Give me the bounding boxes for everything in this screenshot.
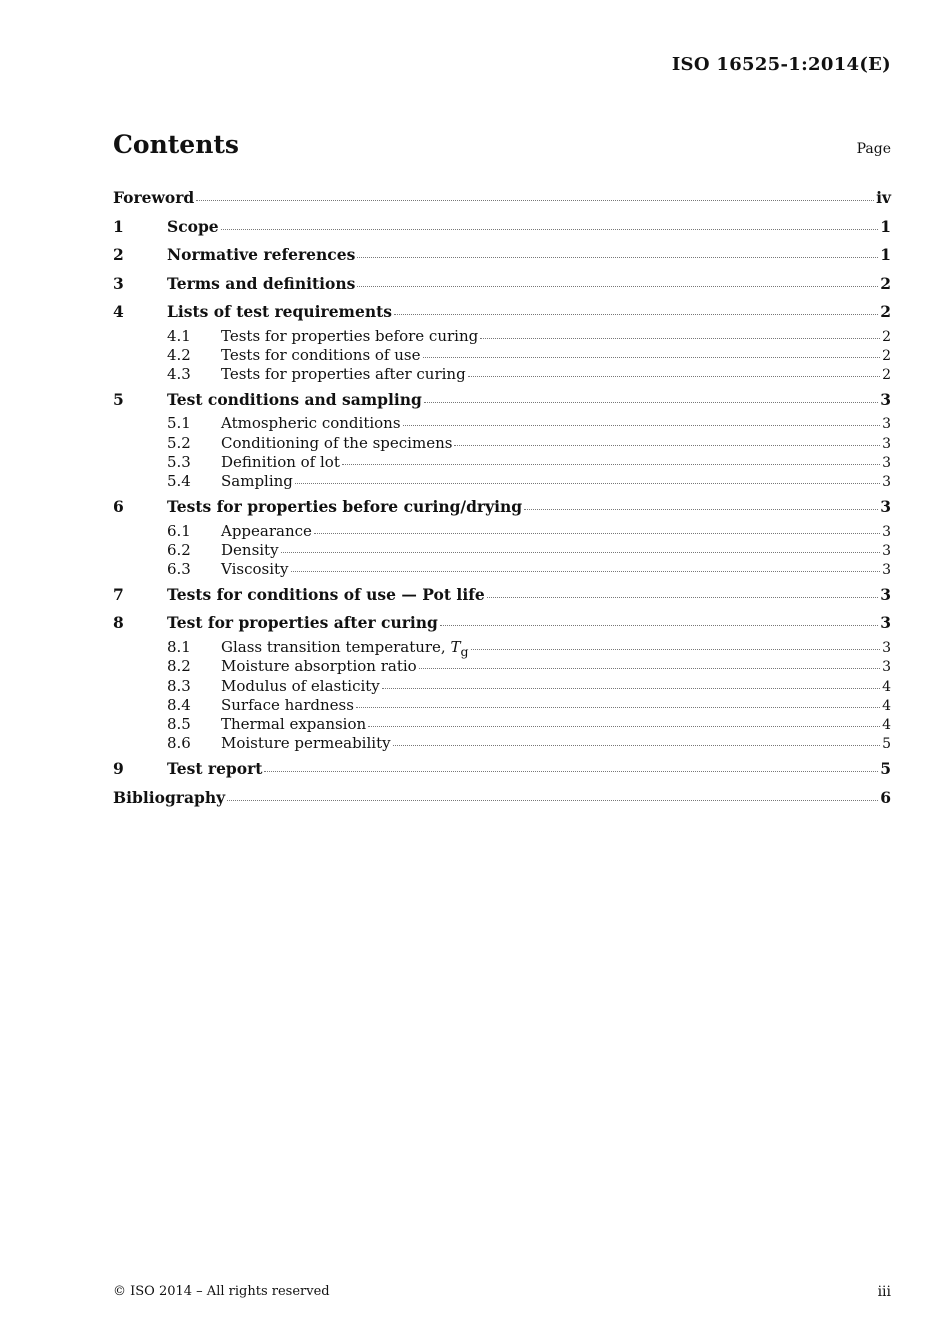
toc-entry-3[interactable] (113, 270, 891, 299)
toc-entry-4-3[interactable] (113, 365, 891, 384)
toc-entry-4[interactable] (113, 298, 891, 327)
toc-title: Conditioning of the specimens (221, 433, 453, 452)
toc-number: 8.4 (167, 695, 191, 714)
toc-number: 8 (113, 613, 124, 633)
toc-entry-8[interactable] (113, 609, 891, 638)
toc-title: Lists of test requirements (167, 302, 392, 321)
document-id: ISO 16525-1:2014(E) (671, 54, 891, 75)
leader-dots (403, 424, 881, 426)
toc-page: 3 (882, 454, 891, 471)
leader-dots (468, 375, 880, 377)
leader-dots (357, 256, 878, 258)
toc-number: 9 (113, 759, 124, 779)
toc-title: Appearance (221, 521, 312, 540)
toc-page: 3 (882, 639, 891, 656)
toc-page: 3 (880, 613, 891, 633)
leader-dots (291, 570, 881, 572)
toc-entry-8-3[interactable] (113, 677, 891, 696)
toc-page: 2 (882, 347, 891, 364)
toc-page: 3 (882, 474, 891, 491)
toc-number: 4.2 (167, 345, 191, 364)
leader-dots (423, 356, 881, 358)
toc-entry-8-5[interactable] (113, 715, 891, 734)
toc-entry-1[interactable] (113, 213, 891, 242)
toc-entry-6-1[interactable] (113, 522, 891, 541)
toc-entry-5-2[interactable] (113, 434, 891, 453)
toc-entry-5-1[interactable] (113, 414, 891, 433)
toc-page: 3 (882, 562, 891, 579)
toc-entry-6-2[interactable] (113, 541, 891, 560)
toc-number: 5.4 (167, 472, 191, 491)
contents-title: Contents (113, 130, 240, 159)
toc-page: 5 (880, 759, 891, 779)
toc-entry-2[interactable] (113, 241, 891, 270)
toc-entry-6-3[interactable] (113, 560, 891, 579)
leader-dots (440, 624, 878, 626)
toc-title: Foreword (113, 188, 195, 207)
toc-title: Definition of lot (221, 452, 340, 471)
toc-title: Tests for properties before curing (221, 326, 479, 345)
page-column-label: Page (856, 141, 891, 157)
toc-entry-5[interactable] (113, 386, 891, 415)
leader-dots (487, 596, 878, 598)
toc-number: 5 (113, 389, 124, 409)
toc-page: 3 (882, 435, 891, 452)
toc-number: 3 (113, 273, 124, 293)
leader-dots (221, 228, 879, 230)
leader-dots (295, 482, 880, 484)
leader-dots (424, 401, 878, 403)
leader-dots (264, 770, 878, 772)
toc-title: Bibliography (113, 787, 226, 807)
toc-number: 1 (113, 216, 124, 236)
toc-entry-5-4[interactable] (113, 472, 891, 491)
toc-title: Sampling (221, 472, 293, 491)
leader-dots (524, 508, 878, 510)
toc-number: 6.3 (167, 560, 191, 579)
leader-dots (454, 444, 880, 446)
copyright-notice: © ISO 2014 – All rights reserved (113, 1284, 330, 1299)
toc-page: 4 (882, 678, 891, 695)
leader-dots (227, 799, 878, 801)
page-footer (113, 1284, 891, 1300)
contents-header (113, 130, 891, 159)
leader-dots (382, 687, 880, 689)
toc-title-text: Glass transition temperature, (221, 637, 451, 656)
leader-dots (419, 667, 880, 669)
toc-number: 8.1 (167, 637, 191, 656)
toc-title: Terms and definitions (167, 273, 356, 293)
toc-entry-4-1[interactable] (113, 327, 891, 346)
toc-number: 8.6 (167, 734, 191, 753)
toc-page: 2 (882, 367, 891, 384)
leader-dots (393, 744, 881, 746)
toc-entry-foreword[interactable] (113, 184, 891, 213)
toc-title: Tests for properties after curing (221, 365, 466, 384)
toc-title: Normative references (167, 245, 356, 264)
toc-title: Test for properties after curing (167, 613, 438, 633)
toc-entry-8-2[interactable] (113, 657, 891, 676)
toc-page: 3 (882, 416, 891, 433)
toc-title: Tests for conditions of use (221, 345, 421, 364)
toc-number: 6.1 (167, 521, 191, 540)
toc-entry-7[interactable] (113, 581, 891, 610)
table-of-contents (113, 184, 891, 812)
toc-title: Viscosity (221, 560, 289, 579)
toc-page: 2 (880, 273, 891, 293)
toc-title: Surface hardness (221, 695, 354, 714)
toc-entry-9[interactable] (113, 755, 891, 784)
toc-entry-6[interactable] (113, 493, 891, 522)
toc-page: 1 (880, 216, 891, 236)
leader-dots (394, 313, 878, 315)
toc-title: Test conditions and sampling (167, 389, 422, 409)
toc-page: 2 (882, 328, 891, 345)
toc-page: 4 (882, 697, 891, 714)
toc-page: 3 (880, 584, 891, 604)
toc-number: 4 (113, 302, 124, 321)
page-number: iii (877, 1284, 891, 1300)
toc-page: 6 (880, 787, 891, 807)
leader-dots (314, 532, 880, 534)
toc-number: 7 (113, 584, 124, 604)
toc-number: 6 (113, 497, 124, 517)
toc-title: Moisture absorption ratio (221, 657, 417, 676)
toc-entry-bibliography[interactable] (113, 784, 891, 813)
toc-page: iv (876, 188, 891, 207)
toc-entry-8-4[interactable] (113, 696, 891, 715)
toc-number: 4.3 (167, 365, 191, 384)
toc-page: 3 (880, 497, 891, 517)
toc-number: 4.1 (167, 326, 191, 345)
toc-title: Moisture permeability (221, 734, 391, 753)
toc-title: Thermal expansion (221, 715, 367, 734)
temperature-subscript: g (460, 643, 469, 659)
toc-page: 2 (880, 302, 891, 321)
leader-dots (357, 285, 878, 287)
toc-title: Tests for conditions of use — Pot life (167, 584, 485, 604)
toc-number: 5.2 (167, 433, 191, 452)
toc-number: 8.3 (167, 676, 191, 695)
toc-page: 1 (880, 245, 891, 264)
toc-page: 3 (882, 542, 891, 559)
toc-title: Test report (167, 759, 263, 779)
toc-entry-8-6[interactable] (113, 734, 891, 753)
leader-dots (342, 463, 880, 465)
leader-dots (356, 706, 880, 708)
toc-number: 8.2 (167, 657, 191, 676)
toc-entry-4-2[interactable] (113, 346, 891, 365)
toc-title: Atmospheric conditions (221, 414, 401, 433)
toc-title: Tests for properties before curing/drying (167, 497, 523, 517)
toc-page: 3 (882, 523, 891, 540)
toc-number: 5.1 (167, 414, 191, 433)
toc-entry-8-1[interactable] (113, 638, 891, 657)
toc-page: 3 (880, 389, 891, 409)
toc-number: 6.2 (167, 540, 191, 559)
toc-title: Scope (167, 216, 219, 236)
toc-number: 5.3 (167, 452, 191, 471)
toc-entry-5-3[interactable] (113, 453, 891, 472)
temperature-symbol: T (450, 637, 461, 656)
toc-title: Modulus of elasticity (221, 676, 380, 695)
leader-dots (471, 648, 881, 650)
leader-dots (281, 551, 881, 553)
leader-dots (196, 199, 874, 201)
toc-number: 8.5 (167, 715, 191, 734)
toc-page: 4 (882, 717, 891, 734)
leader-dots (480, 337, 880, 339)
toc-page: 5 (882, 736, 891, 753)
toc-number: 2 (113, 245, 124, 264)
leader-dots (368, 725, 880, 727)
toc-title: Density (221, 540, 279, 559)
toc-page: 3 (882, 659, 891, 676)
